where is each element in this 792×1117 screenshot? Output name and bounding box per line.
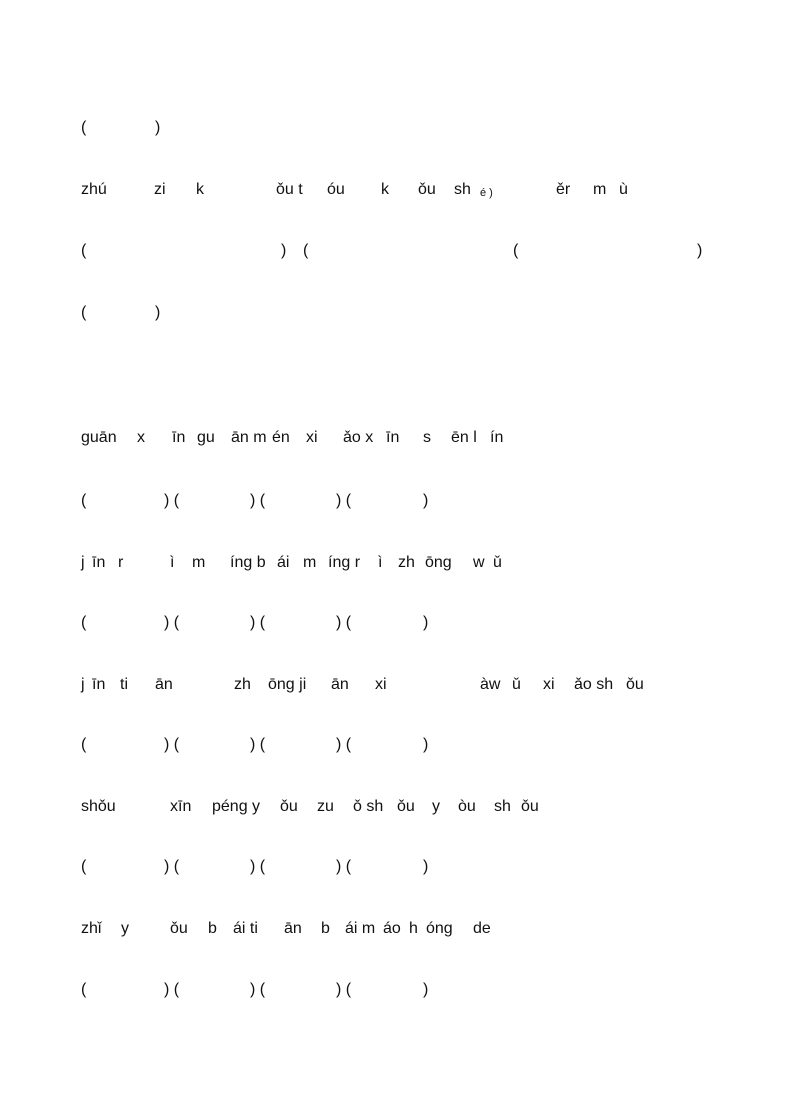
pinyin-segment: zi (154, 181, 166, 198)
pinyin-segment: ì (378, 554, 383, 571)
pinyin-segment: m (192, 554, 206, 571)
pinyin-segment: zu (317, 798, 334, 815)
pinyin-segment: s (423, 429, 431, 446)
pinyin-segment: guān (81, 429, 117, 446)
pinyin-segment: j (81, 676, 85, 693)
paren-separator: ) ( (164, 981, 180, 998)
pinyin-segment: ǒu (280, 798, 298, 815)
pinyin-segment: ti (120, 676, 128, 693)
open-paren: ( (81, 981, 87, 998)
close-paren: ) (155, 119, 161, 136)
pinyin-line (0, 428, 792, 452)
pinyin-segment: ǒu (626, 676, 644, 693)
pinyin-segment: ù (619, 181, 628, 198)
paren-separator: ) ( (336, 614, 352, 631)
pinyin-segment: ǒ sh (353, 798, 384, 815)
pinyin-segment: íng b (230, 554, 266, 571)
pinyin-segment: xīn (170, 798, 192, 815)
pinyin-segment: j (81, 554, 85, 571)
pinyin-segment: īn (386, 429, 400, 446)
pinyin-segment: ái (277, 554, 290, 571)
paren-line (0, 613, 792, 637)
pinyin-segment: péng y (212, 798, 261, 815)
pinyin-segment: b (321, 920, 330, 937)
pinyin-line (0, 919, 792, 943)
pinyin-segment: ǒu (170, 920, 188, 937)
pinyin-segment: xi (306, 429, 318, 446)
pinyin-segment: ǔ (512, 676, 521, 693)
pinyin-segment: ín (490, 429, 504, 446)
pinyin-segment: īn (92, 676, 106, 693)
paren-line (0, 118, 792, 142)
pinyin-segment: sh (454, 181, 471, 198)
pinyin-segment: m (593, 181, 607, 198)
paren-separator: ) ( (164, 858, 180, 875)
pinyin-segment: ōng ji (268, 676, 307, 693)
pinyin-segment: ěr (556, 181, 571, 198)
pinyin-segment: ì (170, 554, 175, 571)
pinyin-segment: ái ti (233, 920, 258, 937)
pinyin-segment: zhú (81, 181, 107, 198)
pinyin-line (0, 797, 792, 821)
pinyin-segment: y (432, 798, 440, 815)
pinyin-segment: w (473, 554, 485, 571)
paren-separator: ) ( (336, 858, 352, 875)
close-paren: ) (423, 614, 429, 631)
paren-separator: ) ( (250, 492, 266, 509)
pinyin-segment: ǒu (397, 798, 415, 815)
pinyin-segment: áo (383, 920, 401, 937)
pinyin-segment: īn (92, 554, 106, 571)
pinyin-segment: m (303, 554, 317, 571)
open-paren: ( (81, 242, 87, 259)
paren-separator: ) ( (164, 492, 180, 509)
pinyin-segment: ǒu t (276, 181, 303, 198)
pinyin-segment: ái m (345, 920, 376, 937)
pinyin-segment: ēn l (451, 429, 477, 446)
pinyin-segment: ōng (425, 554, 452, 571)
pinyin-segment: zhǐ (81, 920, 102, 937)
pinyin-segment: k (381, 181, 389, 198)
open-paren: ( (81, 736, 87, 753)
pinyin-segment: zh (234, 676, 251, 693)
paren-separator: ) ( (164, 614, 180, 631)
pinyin-segment: ān m (231, 429, 267, 446)
pinyin-segment: ān (331, 676, 349, 693)
paren-separator: ) ( (250, 981, 266, 998)
open-paren: ( (81, 858, 87, 875)
pinyin-segment: gu (197, 429, 215, 446)
open-paren: ( (303, 242, 309, 259)
pinyin-segment: ǔ (493, 554, 502, 571)
pinyin-segment: īn (172, 429, 186, 446)
pinyin-segment: ǎo x (343, 429, 374, 446)
pinyin-segment: zh (398, 554, 415, 571)
pinyin-segment: íng r (328, 554, 361, 571)
pinyin-segment: shǒu (81, 798, 116, 815)
paren-separator: ) ( (250, 736, 266, 753)
paren-separator: ) ( (336, 492, 352, 509)
paren-separator: ) ( (250, 614, 266, 631)
paren-separator: ) ( (336, 736, 352, 753)
paren-line (0, 735, 792, 759)
close-paren: ) (423, 858, 429, 875)
pinyin-segment: óng (426, 920, 453, 937)
open-paren: ( (81, 614, 87, 631)
pinyin-segment: r (118, 554, 124, 571)
open-paren: ( (81, 119, 87, 136)
pinyin-segment: y (121, 920, 129, 937)
paren-separator: ) ( (336, 981, 352, 998)
pinyin-segment: ǒu (418, 181, 436, 198)
close-paren: ) (423, 736, 429, 753)
pinyin-segment: ǒu (521, 798, 539, 815)
open-paren: ( (513, 242, 519, 259)
paren-line (0, 980, 792, 1004)
pinyin-segment: àw (480, 676, 501, 693)
open-paren: ( (81, 304, 87, 321)
pinyin-segment: òu (458, 798, 476, 815)
paren-separator: ) ( (164, 736, 180, 753)
close-paren: ) (697, 242, 703, 259)
close-paren: ) (423, 981, 429, 998)
pinyin-line (0, 553, 792, 577)
paren-line (0, 857, 792, 881)
open-paren: ( (81, 492, 87, 509)
pinyin-line (0, 180, 792, 204)
pinyin-segment: é ) (480, 187, 493, 199)
pinyin-segment: ān (155, 676, 173, 693)
close-paren: ) (281, 242, 287, 259)
pinyin-segment: ān (284, 920, 302, 937)
pinyin-segment: x (137, 429, 145, 446)
paren-line (0, 241, 792, 265)
pinyin-segment: b (208, 920, 217, 937)
pinyin-segment: sh (494, 798, 511, 815)
pinyin-line (0, 675, 792, 699)
pinyin-segment: h (409, 920, 418, 937)
pinyin-segment: k (196, 181, 204, 198)
close-paren: ) (423, 492, 429, 509)
pinyin-segment: de (473, 920, 491, 937)
close-paren: ) (155, 304, 161, 321)
paren-line (0, 303, 792, 327)
pinyin-segment: óu (327, 181, 345, 198)
pinyin-segment: xi (543, 676, 555, 693)
pinyin-segment: xi (375, 676, 387, 693)
pinyin-segment: én (272, 429, 290, 446)
pinyin-segment: ǎo sh (574, 676, 614, 693)
paren-line (0, 491, 792, 515)
paren-separator: ) ( (250, 858, 266, 875)
